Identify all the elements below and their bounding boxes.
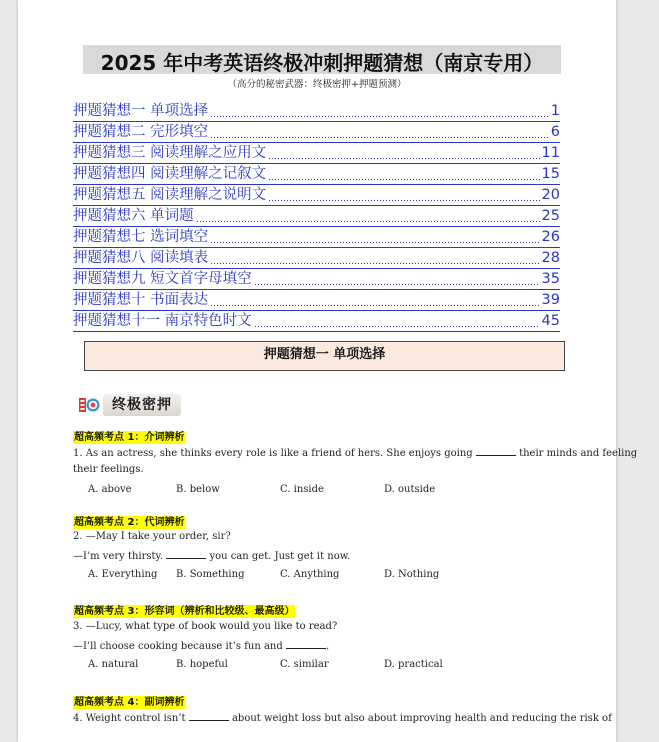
toc-entry-label: 押题猜想二 完形填空: [73, 124, 209, 140]
question-text: 3. —Lucy, what type of book would you like to read?: [73, 621, 338, 632]
document-title-bar: [83, 45, 561, 74]
toc-leader-dots: [210, 230, 539, 244]
answer-blank: [476, 446, 516, 456]
point-tag: 超高频考点 4：副词辨析: [74, 697, 185, 708]
toc-leader-dots: [254, 272, 540, 286]
question-text: 2. —May I take your order, sir?: [73, 531, 231, 542]
option[interactable]: D. outside: [384, 484, 436, 495]
point-tag: 超高频考点 1：介词辨析: [74, 432, 185, 443]
question-text: you can get. Just get it now.: [209, 551, 351, 562]
toc-entry-page: 39: [541, 292, 560, 308]
table-of-contents: [73, 101, 560, 332]
toc-leader-dots: [268, 146, 539, 160]
toc-entry-page: 1: [550, 103, 560, 119]
question-text: their feelings.: [73, 464, 144, 475]
toc-leader-dots: [210, 293, 539, 307]
toc-leader-dots: [268, 188, 539, 202]
point-tag: 超高频考点 2：代词辨析: [74, 517, 185, 528]
option[interactable]: C. Anything: [280, 569, 340, 580]
question-text: —I’m very thirsty.: [73, 551, 164, 562]
toc-entry-label: 押题猜想八 阅读填表: [73, 250, 209, 266]
question-line: [73, 549, 350, 562]
logo-text: 终极密押: [103, 394, 181, 416]
toc-entry[interactable]: [73, 101, 560, 122]
answer-blank: [286, 639, 326, 649]
option[interactable]: A. natural: [88, 659, 139, 670]
toc-entry[interactable]: [73, 185, 560, 206]
option[interactable]: A. Everything: [88, 569, 158, 580]
question-text: their minds and feeling: [519, 448, 638, 459]
toc-entry-page: 6: [550, 124, 560, 140]
toc-leader-dots: [210, 251, 539, 265]
toc-entry-label: 押题猜想一 单项选择: [73, 103, 209, 119]
toc-entry-label: 押题猜想三 阅读理解之应用文: [73, 145, 267, 161]
toc-entry-page: 25: [541, 208, 560, 224]
toc-entry-label: 押题猜想十一 南京特色时文: [73, 313, 252, 329]
option[interactable]: A. above: [88, 484, 132, 495]
option[interactable]: C. inside: [280, 484, 324, 495]
toc-entry[interactable]: [73, 248, 560, 269]
document-subtitle: （高分的秘密武器：终极密押+押题预测）: [227, 79, 407, 90]
toc-entry-label: 押题猜想十 书面表达: [73, 292, 209, 308]
section-heading: 押题猜想一 单项选择: [84, 341, 565, 371]
toc-entry[interactable]: [73, 206, 560, 227]
option[interactable]: B. hopeful: [176, 659, 228, 670]
question-text: about weight loss but also about improving health and reducing the risk of: [231, 713, 612, 724]
question-text: —I’ll choose cooking because it’s fun and: [73, 641, 283, 652]
toc-entry-page: 28: [541, 250, 560, 266]
toc-entry[interactable]: [73, 290, 560, 311]
toc-entry-label: 押题猜想九 短文首字母填空: [73, 271, 252, 287]
option[interactable]: C. similar: [280, 659, 329, 670]
question-line: [73, 446, 637, 459]
exam-logo: [79, 394, 183, 416]
toc-entry-page: 45: [541, 313, 560, 329]
toc-leader-dots: [254, 314, 540, 328]
answer-blank: [166, 549, 206, 559]
document-title: 2025 年中考英语终极冲刺押题猜想（南京专用）: [100, 51, 544, 75]
question-text: 1. As an actress, she thinks every role is like a friend of hers. She enjoys going: [73, 448, 473, 459]
toc-entry-label: 押题猜想五 阅读理解之说明文: [73, 187, 267, 203]
option[interactable]: B. below: [176, 484, 220, 495]
question-line: [73, 711, 612, 724]
option[interactable]: D. practical: [384, 659, 443, 670]
point-tag: 超高频考点 3：形容词（辨析和比较级、最高级）: [74, 606, 295, 617]
answer-blank: [189, 711, 229, 721]
toc-entry[interactable]: [73, 311, 560, 332]
toc-entry[interactable]: [73, 122, 560, 143]
toc-entry[interactable]: [73, 269, 560, 290]
target-icon: [79, 397, 101, 413]
question-line: [73, 639, 329, 652]
toc-entry-page: 11: [541, 145, 560, 161]
toc-entry[interactable]: [73, 164, 560, 185]
toc-entry-label: 押题猜想六 单词题: [73, 208, 194, 224]
toc-entry[interactable]: [73, 227, 560, 248]
toc-entry-page: 20: [541, 187, 560, 203]
question-text: 4. Weight control isn’t: [73, 713, 186, 724]
option[interactable]: B. Something: [176, 569, 245, 580]
toc-entry-page: 26: [541, 229, 560, 245]
toc-leader-dots: [268, 167, 539, 181]
toc-entry-page: 35: [541, 271, 560, 287]
toc-entry-label: 押题猜想四 阅读理解之记叙文: [73, 166, 267, 182]
toc-entry[interactable]: [73, 143, 560, 164]
document-page: [18, 0, 638, 742]
option[interactable]: D. Nothing: [384, 569, 440, 580]
toc-leader-dots: [210, 125, 549, 139]
toc-entry-page: 15: [541, 166, 560, 182]
question-text: .: [325, 641, 330, 652]
toc-entry-label: 押题猜想七 选词填空: [73, 229, 209, 245]
toc-leader-dots: [196, 209, 540, 223]
toc-leader-dots: [210, 104, 549, 118]
